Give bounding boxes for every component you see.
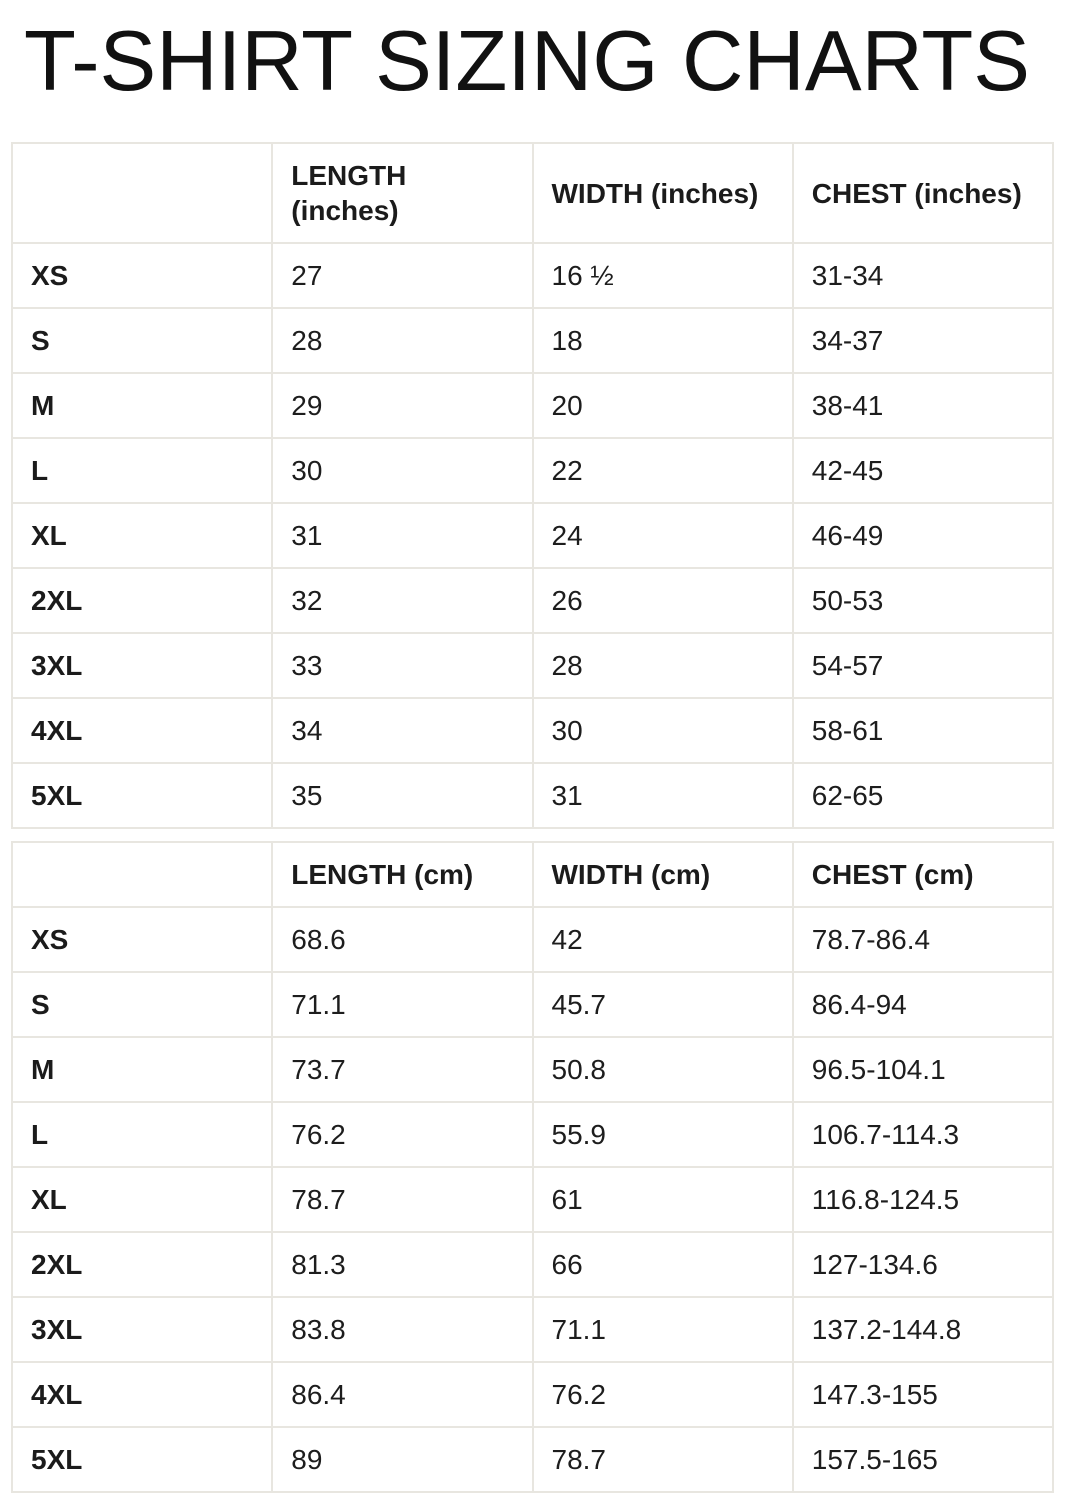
length-value: 29 bbox=[272, 373, 532, 438]
length-value: 33 bbox=[272, 633, 532, 698]
table-row bbox=[12, 1297, 1053, 1362]
row-label: M bbox=[12, 1037, 272, 1102]
row-label: 5XL bbox=[12, 1427, 272, 1492]
measure-column-header: LENGTH (inches) bbox=[272, 143, 532, 243]
row-label: XS bbox=[12, 243, 272, 308]
row-label: 3XL bbox=[12, 1297, 272, 1362]
length-value: 31 bbox=[272, 503, 532, 568]
chest-value: 127-134.6 bbox=[793, 1232, 1053, 1297]
table-header bbox=[12, 143, 1053, 243]
table-row bbox=[12, 308, 1053, 373]
width-value: 24 bbox=[533, 503, 793, 568]
sizing-table-cm bbox=[11, 841, 1054, 1493]
row-label: S bbox=[12, 972, 272, 1037]
size-column-header bbox=[12, 842, 272, 907]
table-row bbox=[12, 763, 1053, 828]
length-value: 28 bbox=[272, 308, 532, 373]
width-value: 42 bbox=[533, 907, 793, 972]
table-row bbox=[12, 1232, 1053, 1297]
row-label: 2XL bbox=[12, 1232, 272, 1297]
row-label: S bbox=[12, 308, 272, 373]
width-value: 31 bbox=[533, 763, 793, 828]
width-value: 28 bbox=[533, 633, 793, 698]
table-row bbox=[12, 243, 1053, 308]
length-value: 71.1 bbox=[272, 972, 532, 1037]
measure-column-header: CHEST (inches) bbox=[793, 143, 1053, 243]
header-row bbox=[12, 143, 1053, 243]
chest-value: 58-61 bbox=[793, 698, 1053, 763]
chest-value: 78.7-86.4 bbox=[793, 907, 1053, 972]
sizing-page bbox=[0, 14, 1067, 1493]
width-value: 55.9 bbox=[533, 1102, 793, 1167]
table-row bbox=[12, 568, 1053, 633]
length-value: 83.8 bbox=[272, 1297, 532, 1362]
width-value: 26 bbox=[533, 568, 793, 633]
width-value: 71.1 bbox=[533, 1297, 793, 1362]
length-value: 68.6 bbox=[272, 907, 532, 972]
length-value: 89 bbox=[272, 1427, 532, 1492]
width-value: 30 bbox=[533, 698, 793, 763]
width-value: 22 bbox=[533, 438, 793, 503]
width-value: 66 bbox=[533, 1232, 793, 1297]
width-value: 16 ½ bbox=[533, 243, 793, 308]
table-row bbox=[12, 633, 1053, 698]
length-value: 34 bbox=[272, 698, 532, 763]
width-value: 76.2 bbox=[533, 1362, 793, 1427]
row-label: M bbox=[12, 373, 272, 438]
table-row bbox=[12, 1427, 1053, 1492]
table-row bbox=[12, 1167, 1053, 1232]
length-value: 35 bbox=[272, 763, 532, 828]
width-value: 50.8 bbox=[533, 1037, 793, 1102]
row-label: 4XL bbox=[12, 698, 272, 763]
header-row bbox=[12, 842, 1053, 907]
length-value: 76.2 bbox=[272, 1102, 532, 1167]
length-value: 27 bbox=[272, 243, 532, 308]
page-title: T-SHIRT SIZING CHARTS bbox=[24, 14, 1030, 109]
chest-value: 62-65 bbox=[793, 763, 1053, 828]
table-body bbox=[12, 243, 1053, 828]
measure-column-header: CHEST (cm) bbox=[793, 842, 1053, 907]
table-row bbox=[12, 698, 1053, 763]
table-row bbox=[12, 503, 1053, 568]
table-row bbox=[12, 438, 1053, 503]
row-label: XL bbox=[12, 503, 272, 568]
chest-value: 46-49 bbox=[793, 503, 1053, 568]
row-label: 2XL bbox=[12, 568, 272, 633]
chest-value: 137.2-144.8 bbox=[793, 1297, 1053, 1362]
chest-value: 42-45 bbox=[793, 438, 1053, 503]
width-value: 45.7 bbox=[533, 972, 793, 1037]
table-row bbox=[12, 907, 1053, 972]
table-body bbox=[12, 907, 1053, 1492]
row-label: L bbox=[12, 438, 272, 503]
chest-value: 157.5-165 bbox=[793, 1427, 1053, 1492]
length-value: 32 bbox=[272, 568, 532, 633]
row-label: XL bbox=[12, 1167, 272, 1232]
length-value: 86.4 bbox=[272, 1362, 532, 1427]
chest-value: 54-57 bbox=[793, 633, 1053, 698]
row-label: 5XL bbox=[12, 763, 272, 828]
table-row bbox=[12, 373, 1053, 438]
table-row bbox=[12, 972, 1053, 1037]
chest-value: 50-53 bbox=[793, 568, 1053, 633]
table-row bbox=[12, 1037, 1053, 1102]
width-value: 18 bbox=[533, 308, 793, 373]
length-value: 73.7 bbox=[272, 1037, 532, 1102]
chest-value: 34-37 bbox=[793, 308, 1053, 373]
row-label: 3XL bbox=[12, 633, 272, 698]
row-label: 4XL bbox=[12, 1362, 272, 1427]
length-value: 78.7 bbox=[272, 1167, 532, 1232]
chest-value: 38-41 bbox=[793, 373, 1053, 438]
measure-column-header: LENGTH (cm) bbox=[272, 842, 532, 907]
chest-value: 116.8-124.5 bbox=[793, 1167, 1053, 1232]
size-column-header bbox=[12, 143, 272, 243]
measure-column-header: WIDTH (inches) bbox=[533, 143, 793, 243]
row-label: XS bbox=[12, 907, 272, 972]
length-value: 81.3 bbox=[272, 1232, 532, 1297]
width-value: 78.7 bbox=[533, 1427, 793, 1492]
width-value: 20 bbox=[533, 373, 793, 438]
table-header bbox=[12, 842, 1053, 907]
chest-value: 106.7-114.3 bbox=[793, 1102, 1053, 1167]
table-row bbox=[12, 1362, 1053, 1427]
table-row bbox=[12, 1102, 1053, 1167]
width-value: 61 bbox=[533, 1167, 793, 1232]
chest-value: 31-34 bbox=[793, 243, 1053, 308]
sizing-table-inches bbox=[11, 142, 1054, 829]
length-value: 30 bbox=[272, 438, 532, 503]
row-label: L bbox=[12, 1102, 272, 1167]
measure-column-header: WIDTH (cm) bbox=[533, 842, 793, 907]
chest-value: 86.4-94 bbox=[793, 972, 1053, 1037]
chest-value: 147.3-155 bbox=[793, 1362, 1053, 1427]
chest-value: 96.5-104.1 bbox=[793, 1037, 1053, 1102]
